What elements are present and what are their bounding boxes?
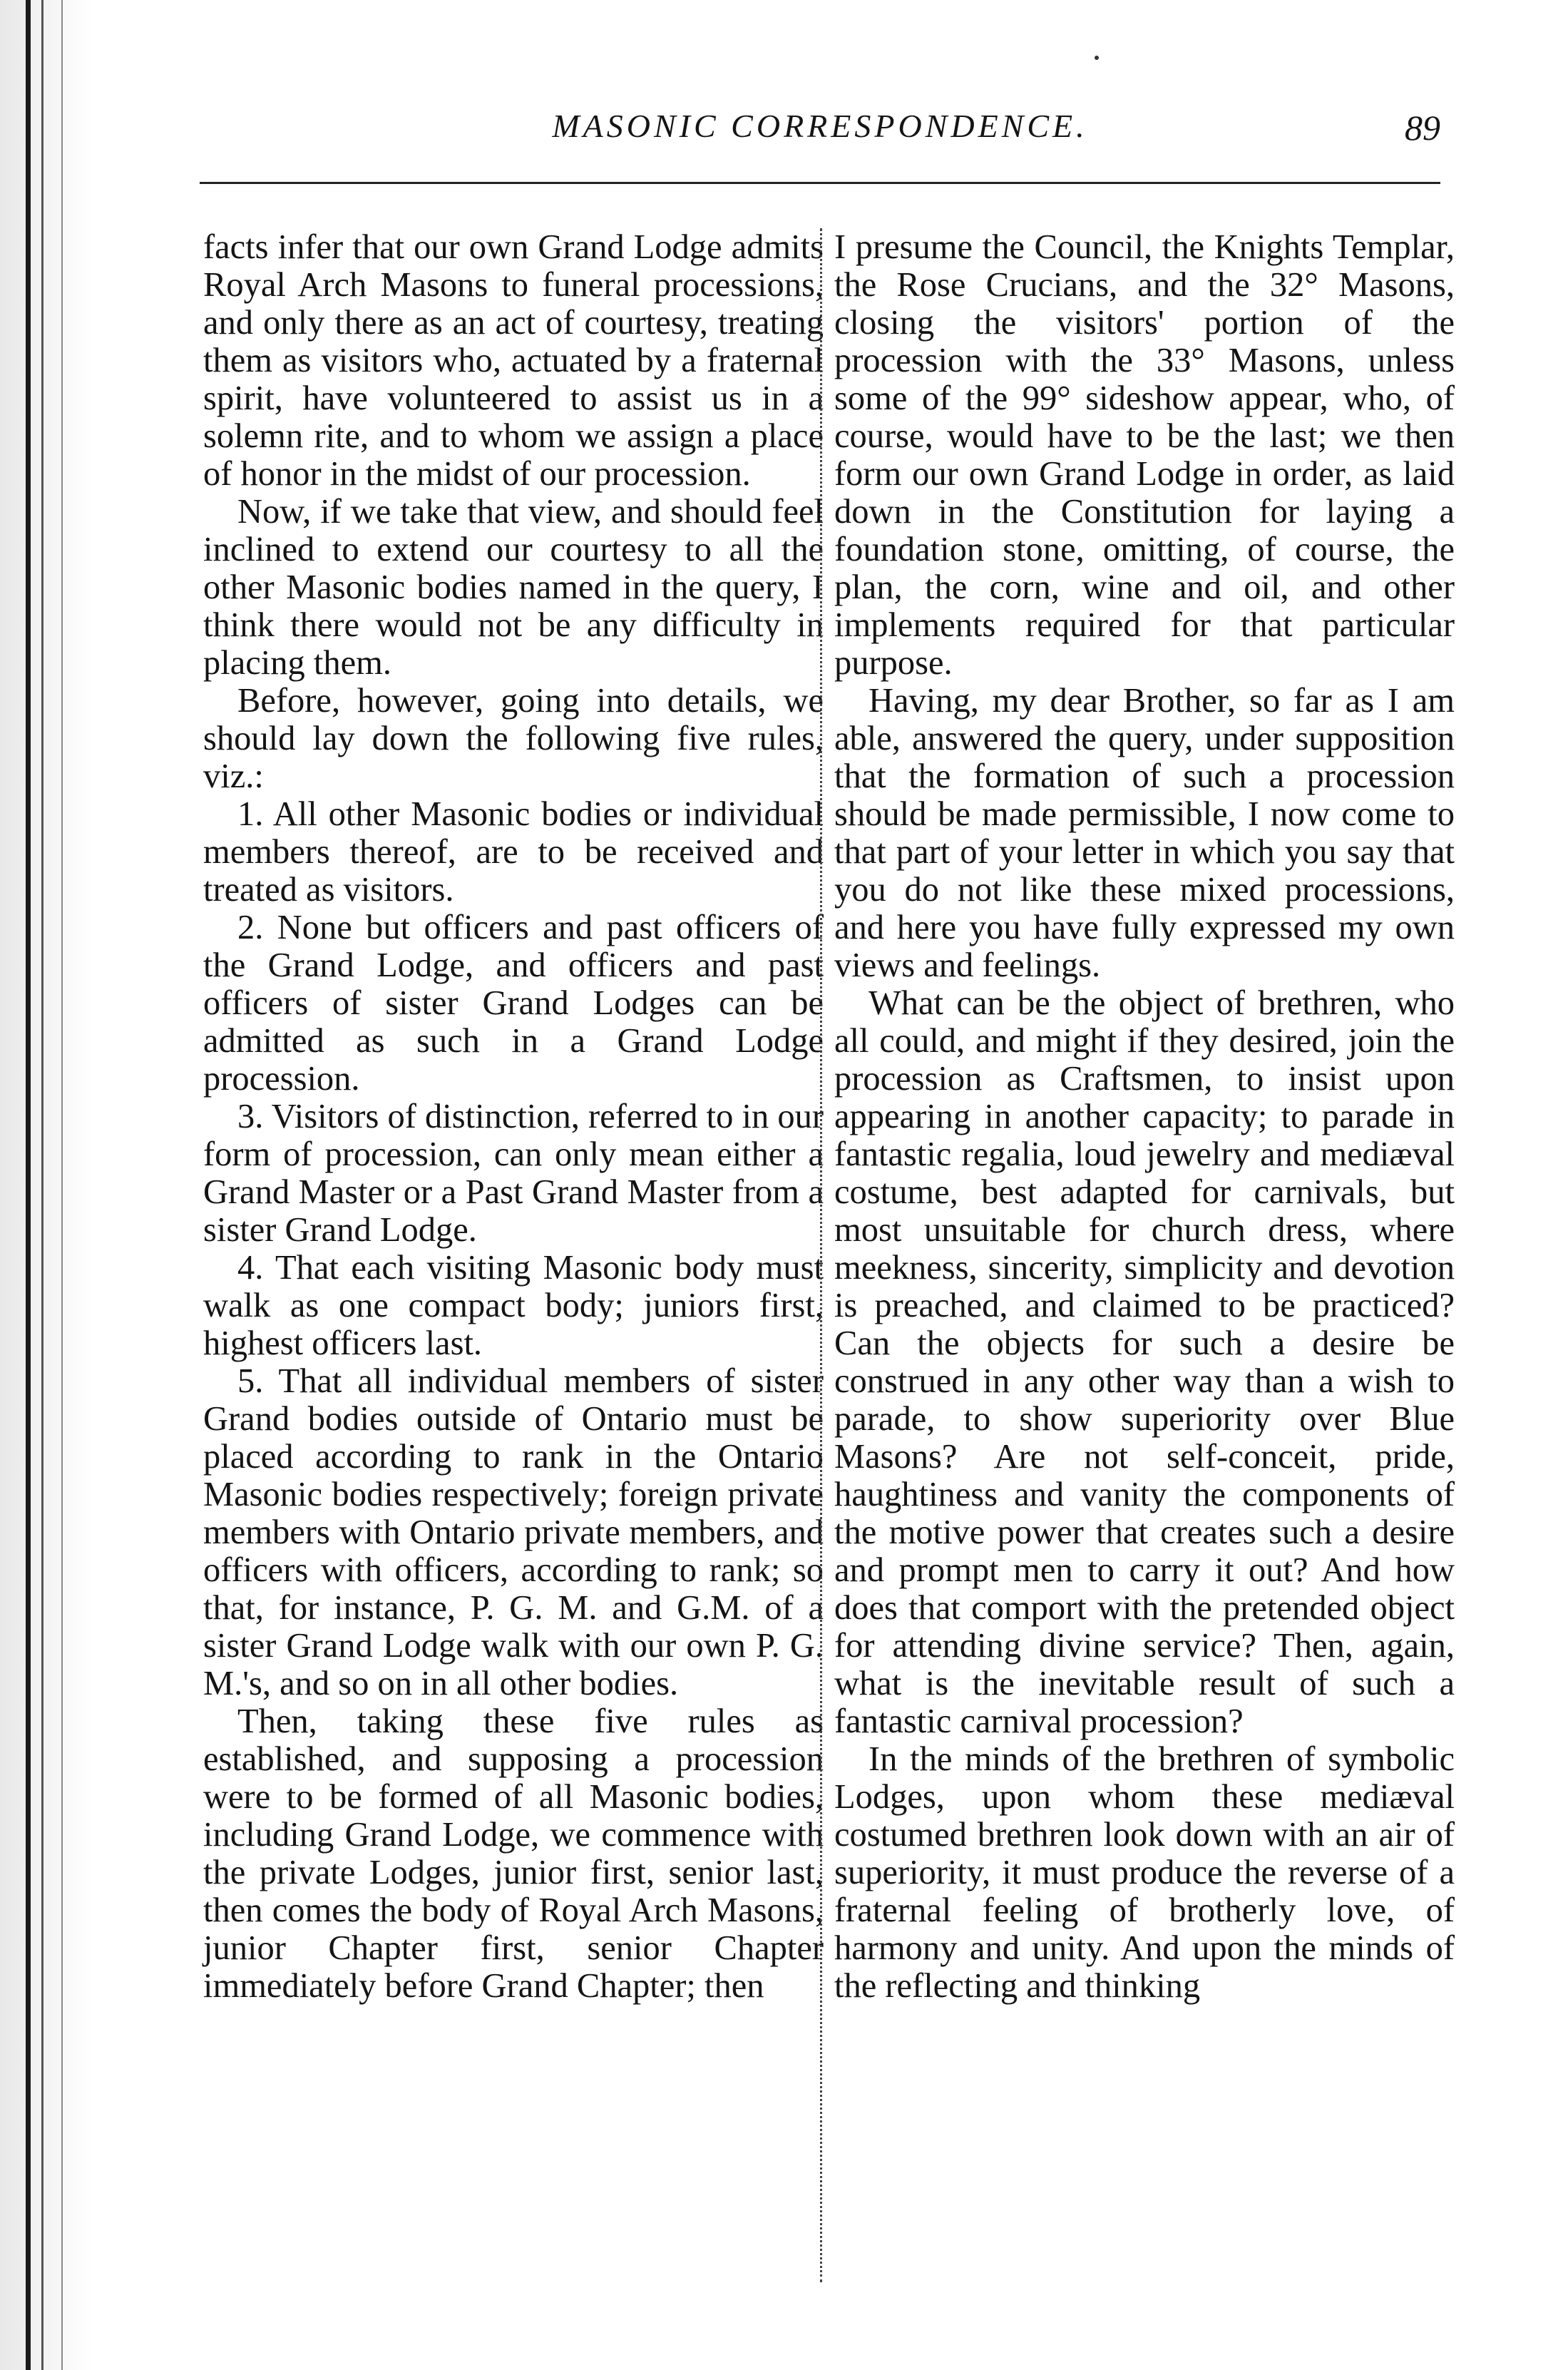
column-divider: [820, 228, 822, 2282]
paragraph: Now, if we take that view, and should feel inclined to extend our courtesy to all the other Masonic bodies named in the query, I think there would not be any difficulty in placing them.: [203, 493, 824, 682]
paragraph: facts infer that our own Grand Lodge admits Royal Arch Masons to funeral processions, and only there as an act of courtesy, treating them as visitors who, actuated by a fraternal spirit, have volunteered to assist us in a solemn rite, and to whom we assign a place of honor in the midst of our procession.: [203, 228, 824, 493]
page-number: 89: [1405, 108, 1440, 148]
running-title: MASONIC CORRESPONDENCE.: [552, 108, 1088, 144]
print-speck: [1095, 56, 1099, 60]
binding-line: [26, 0, 31, 2370]
paragraph: Before, however, going into details, we should lay down the following five rules, viz.:: [203, 682, 824, 795]
paragraph: Having, my dear Brother, so far as I am able, answered the query, under supposition that the formation of such a procession should be made permissible, I now come to that part of your letter in which you say that you do not like these mixed processions, and here you have fully expressed my own views and feelings.: [834, 682, 1455, 984]
rule-item: 5. That all individual members of sister Grand bodies outside of Ontario must be placed according to rank in the Ontario Masonic bodies respectively; foreign private members with Ontario private members, and officers with officers, according to rank; so that, for instance, P. G. M. and G.M. of a sister Grand Lodge walk with our own P. G. M.'s, and so on in all other bodies.: [203, 1362, 824, 1702]
left-column: [203, 228, 824, 2005]
rule-item: 2. None but officers and past officers of the Grand Lodge, and officers and past officers of sister Grand Lodges can be admitted as such in a Grand Lodge procession.: [203, 909, 824, 1098]
right-column: [834, 228, 1455, 2005]
binding-line: [41, 0, 43, 2370]
header-rule: [200, 182, 1440, 184]
page-header: [200, 107, 1440, 185]
rule-item: 3. Visitors of distinction, referred to in our form of procession, can only mean either a Grand Master or a Past Grand Master from a sister Grand Lodge.: [203, 1098, 824, 1249]
paragraph: Then, taking these five rules as established, and supposing a procession were to be formed of all Masonic bodies, including Grand Lodge, we commence with the private Lodges, junior first, senior last, then comes the body of Royal Arch Masons, junior Chapter first, senior Chapter immediately before Grand Chapter; then: [203, 1702, 824, 2005]
rule-item: 4. That each visiting Masonic body must walk as one compact body; juniors first, highest officers last.: [203, 1249, 824, 1362]
page-binding-edge: [0, 0, 93, 2370]
rule-item: 1. All other Masonic bodies or individual members thereof, are to be received and treated as visitors.: [203, 795, 824, 909]
binding-line: [61, 0, 63, 2370]
paragraph: I presume the Council, the Knights Templar, the Rose Crucians, and the 32° Masons, closing the visitors' portion of the procession with the 33° Masons, unless some of the 99° sideshow appear, who, of course, would have to be the last; we then form our own Grand Lodge in order, as laid down in the Constitution for laying a foundation stone, omitting, of course, the plan, the corn, wine and oil, and other implements required for that particular purpose.: [834, 228, 1455, 682]
paragraph: In the minds of the brethren of symbolic Lodges, upon whom these mediæval costumed brethren look down with an air of superiority, it must produce the reverse of a fraternal feeling of brotherly love, of harmony and unity. And upon the minds of the reflecting and thinking: [834, 1740, 1455, 2005]
paragraph: What can be the object of brethren, who all could, and might if they desired, join the procession as Craftsmen, to insist upon appearing in another capacity; to parade in fantastic regalia, loud jewelry and mediæval costume, best adapted for carnivals, but most unsuitable for church dress, where meekness, sincerity, simplicity and devotion is preached, and claimed to be practiced? Can the objects for such a desire be construed in any other way than a wish to parade, to show superiority over Blue Masons? Are not self-conceit, pride, haughtiness and vanity the components of the motive power that creates such a desire and prompt men to carry it out? And how does that comport with the pretended object for attending divine service? Then, again, what is the inevitable result of such a fantastic carnival procession?: [834, 984, 1455, 1740]
